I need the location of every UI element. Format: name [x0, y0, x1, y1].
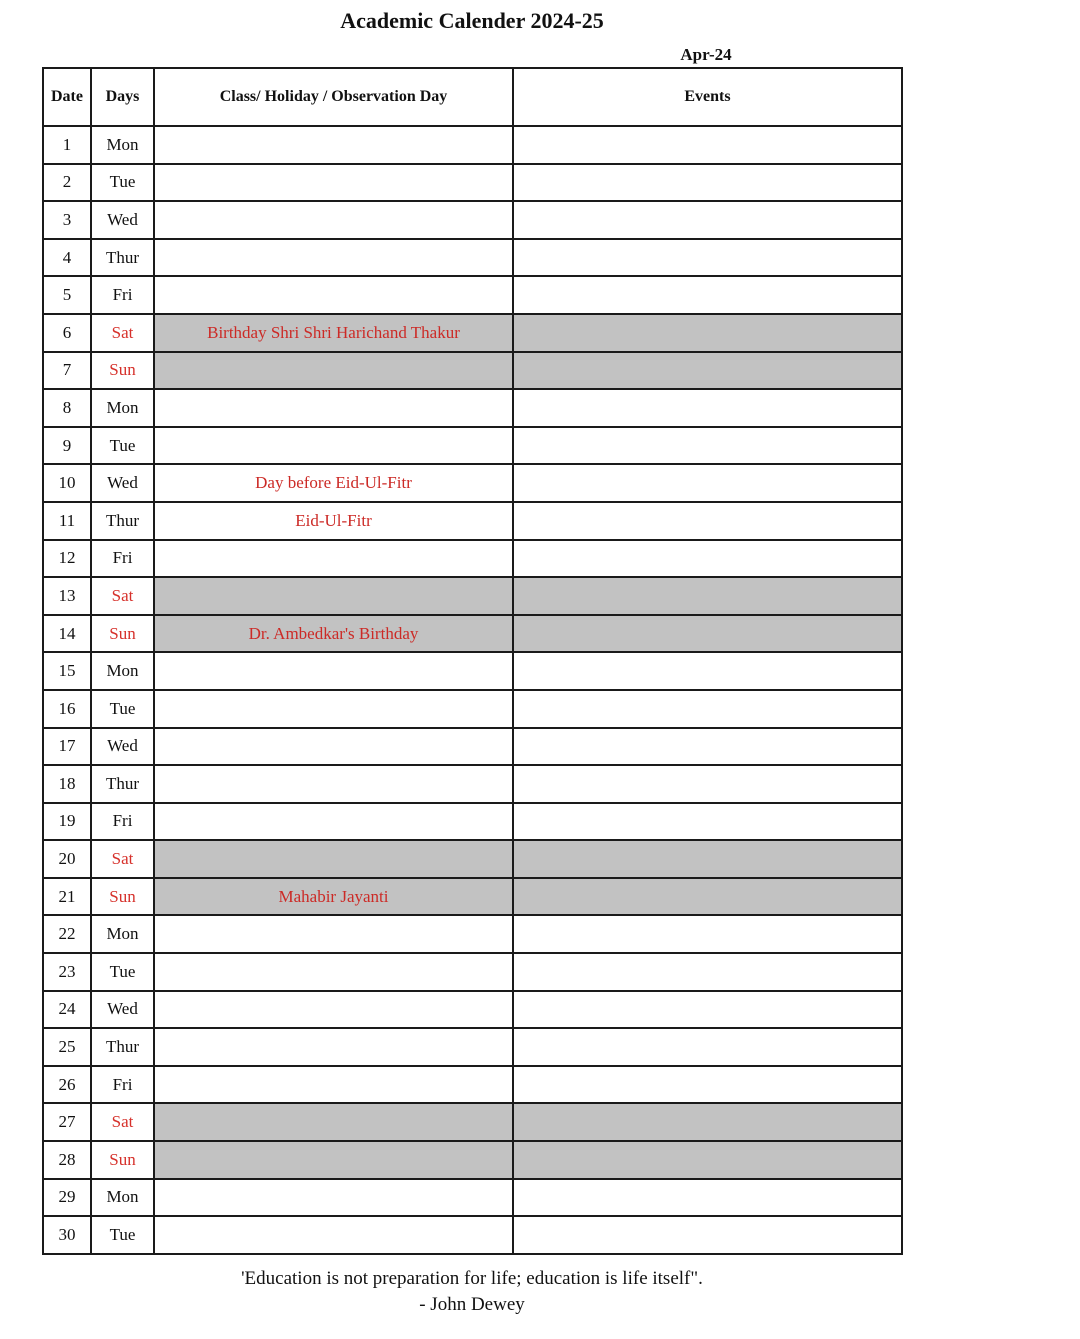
table-row [43, 1141, 902, 1179]
class-holiday-cell [154, 126, 513, 164]
day-cell: Sun [91, 1141, 154, 1179]
events-cell [513, 615, 902, 653]
day-cell: Thur [91, 765, 154, 803]
day-cell: Thur [91, 239, 154, 277]
header-days: Days [91, 68, 154, 126]
events-cell [513, 276, 902, 314]
date-cell: 26 [43, 1066, 91, 1104]
day-cell: Mon [91, 652, 154, 690]
table-row [43, 803, 902, 841]
class-holiday-cell [154, 352, 513, 390]
events-cell [513, 1066, 902, 1104]
events-cell [513, 765, 902, 803]
date-cell: 5 [43, 276, 91, 314]
class-holiday-cell [154, 690, 513, 728]
class-holiday-cell: Birthday Shri Shri Harichand Thakur [154, 314, 513, 352]
class-holiday-cell [154, 1141, 513, 1179]
date-cell: 10 [43, 464, 91, 502]
date-cell: 30 [43, 1216, 91, 1254]
day-cell: Sun [91, 878, 154, 916]
table-row [43, 352, 902, 390]
table-row [43, 1066, 902, 1104]
table-row [43, 1028, 902, 1066]
events-cell [513, 201, 902, 239]
table-row [43, 728, 902, 766]
date-cell: 24 [43, 991, 91, 1029]
table-row [43, 765, 902, 803]
day-cell: Sat [91, 1103, 154, 1141]
date-cell: 29 [43, 1179, 91, 1217]
calendar-body [43, 126, 902, 1254]
day-cell: Wed [91, 991, 154, 1029]
table-row [43, 953, 902, 991]
day-cell: Wed [91, 201, 154, 239]
table-row [43, 690, 902, 728]
class-holiday-cell [154, 1179, 513, 1217]
date-cell: 17 [43, 728, 91, 766]
class-holiday-cell [154, 765, 513, 803]
day-cell: Sat [91, 840, 154, 878]
table-row [43, 389, 902, 427]
day-cell: Fri [91, 1066, 154, 1104]
month-label: Apr-24 [680, 45, 732, 64]
day-cell: Tue [91, 690, 154, 728]
events-cell [513, 502, 902, 540]
class-holiday-cell [154, 840, 513, 878]
day-cell: Tue [91, 164, 154, 202]
events-cell [513, 1141, 902, 1179]
table-row [43, 577, 902, 615]
class-holiday-cell [154, 239, 513, 277]
events-cell [513, 164, 902, 202]
date-cell: 1 [43, 126, 91, 164]
table-row [43, 164, 902, 202]
header-class: Class/ Holiday / Observation Day [154, 68, 513, 126]
table-row [43, 276, 902, 314]
class-holiday-cell [154, 1028, 513, 1066]
day-cell: Wed [91, 464, 154, 502]
events-cell [513, 239, 902, 277]
day-cell: Thur [91, 1028, 154, 1066]
class-holiday-cell [154, 276, 513, 314]
date-cell: 14 [43, 615, 91, 653]
date-cell: 8 [43, 389, 91, 427]
day-cell: Tue [91, 427, 154, 465]
table-row [43, 915, 902, 953]
date-cell: 2 [43, 164, 91, 202]
class-holiday-cell [154, 577, 513, 615]
events-cell [513, 314, 902, 352]
date-cell: 15 [43, 652, 91, 690]
class-holiday-cell: Mahabir Jayanti [154, 878, 513, 916]
events-cell [513, 464, 902, 502]
day-cell: Fri [91, 540, 154, 578]
day-cell: Thur [91, 502, 154, 540]
events-cell [513, 991, 902, 1029]
class-holiday-cell [154, 803, 513, 841]
date-cell: 6 [43, 314, 91, 352]
table-row [43, 464, 902, 502]
date-cell: 9 [43, 427, 91, 465]
table-row [43, 239, 902, 277]
table-row [43, 502, 902, 540]
date-cell: 12 [43, 540, 91, 578]
date-cell: 28 [43, 1141, 91, 1179]
events-cell [513, 1028, 902, 1066]
day-cell: Sun [91, 615, 154, 653]
day-cell: Mon [91, 389, 154, 427]
class-holiday-cell [154, 164, 513, 202]
table-row [43, 615, 902, 653]
class-holiday-cell [154, 953, 513, 991]
day-cell: Mon [91, 915, 154, 953]
events-cell [513, 540, 902, 578]
quote-text: 'Education is not preparation for life; education is life itself". [241, 1268, 703, 1289]
header-date: Date [43, 68, 91, 126]
day-cell: Mon [91, 126, 154, 164]
class-holiday-cell [154, 728, 513, 766]
class-holiday-cell [154, 540, 513, 578]
date-cell: 19 [43, 803, 91, 841]
date-cell: 20 [43, 840, 91, 878]
class-holiday-cell: Eid-Ul-Fitr [154, 502, 513, 540]
table-row [43, 1103, 902, 1141]
date-cell: 7 [43, 352, 91, 390]
class-holiday-cell [154, 1066, 513, 1104]
events-cell [513, 1179, 902, 1217]
header-events: Events [513, 68, 902, 126]
events-cell [513, 427, 902, 465]
class-holiday-cell [154, 652, 513, 690]
class-holiday-cell [154, 201, 513, 239]
table-row [43, 1179, 902, 1217]
header-row [43, 68, 902, 126]
class-holiday-cell [154, 1103, 513, 1141]
class-holiday-cell: Day before Eid-Ul-Fitr [154, 464, 513, 502]
date-cell: 23 [43, 953, 91, 991]
date-cell: 22 [43, 915, 91, 953]
events-cell [513, 953, 902, 991]
date-cell: 4 [43, 239, 91, 277]
date-cell: 11 [43, 502, 91, 540]
table-row [43, 878, 902, 916]
table-row [43, 1216, 902, 1254]
table-row [43, 201, 902, 239]
events-cell [513, 1216, 902, 1254]
class-holiday-cell [154, 991, 513, 1029]
date-cell: 25 [43, 1028, 91, 1066]
day-cell: Sun [91, 352, 154, 390]
events-cell [513, 728, 902, 766]
events-cell [513, 840, 902, 878]
table-row [43, 652, 902, 690]
class-holiday-cell [154, 389, 513, 427]
date-cell: 27 [43, 1103, 91, 1141]
class-holiday-cell: Dr. Ambedkar's Birthday [154, 615, 513, 653]
date-cell: 3 [43, 201, 91, 239]
table-row [43, 314, 902, 352]
class-holiday-cell [154, 915, 513, 953]
day-cell: Wed [91, 728, 154, 766]
events-cell [513, 126, 902, 164]
events-cell [513, 577, 902, 615]
table-row [43, 991, 902, 1029]
day-cell: Mon [91, 1179, 154, 1217]
day-cell: Sat [91, 314, 154, 352]
quote [0, 1266, 944, 1318]
events-cell [513, 690, 902, 728]
events-cell [513, 915, 902, 953]
day-cell: Tue [91, 1216, 154, 1254]
events-cell [513, 803, 902, 841]
events-cell [513, 1103, 902, 1141]
day-cell: Fri [91, 803, 154, 841]
day-cell: Tue [91, 953, 154, 991]
events-cell [513, 389, 902, 427]
quote-author: - John Dewey [419, 1294, 525, 1315]
table-row [43, 126, 902, 164]
table-row [43, 540, 902, 578]
events-cell [513, 652, 902, 690]
date-cell: 16 [43, 690, 91, 728]
page-title: Academic Calender 2024-25 [340, 8, 604, 33]
day-cell: Sat [91, 577, 154, 615]
date-cell: 21 [43, 878, 91, 916]
table-row [43, 427, 902, 465]
events-cell [513, 878, 902, 916]
date-cell: 18 [43, 765, 91, 803]
day-cell: Fri [91, 276, 154, 314]
calendar-table [42, 67, 903, 1255]
table-row [43, 840, 902, 878]
class-holiday-cell [154, 1216, 513, 1254]
events-cell [513, 352, 902, 390]
class-holiday-cell [154, 427, 513, 465]
date-cell: 13 [43, 577, 91, 615]
